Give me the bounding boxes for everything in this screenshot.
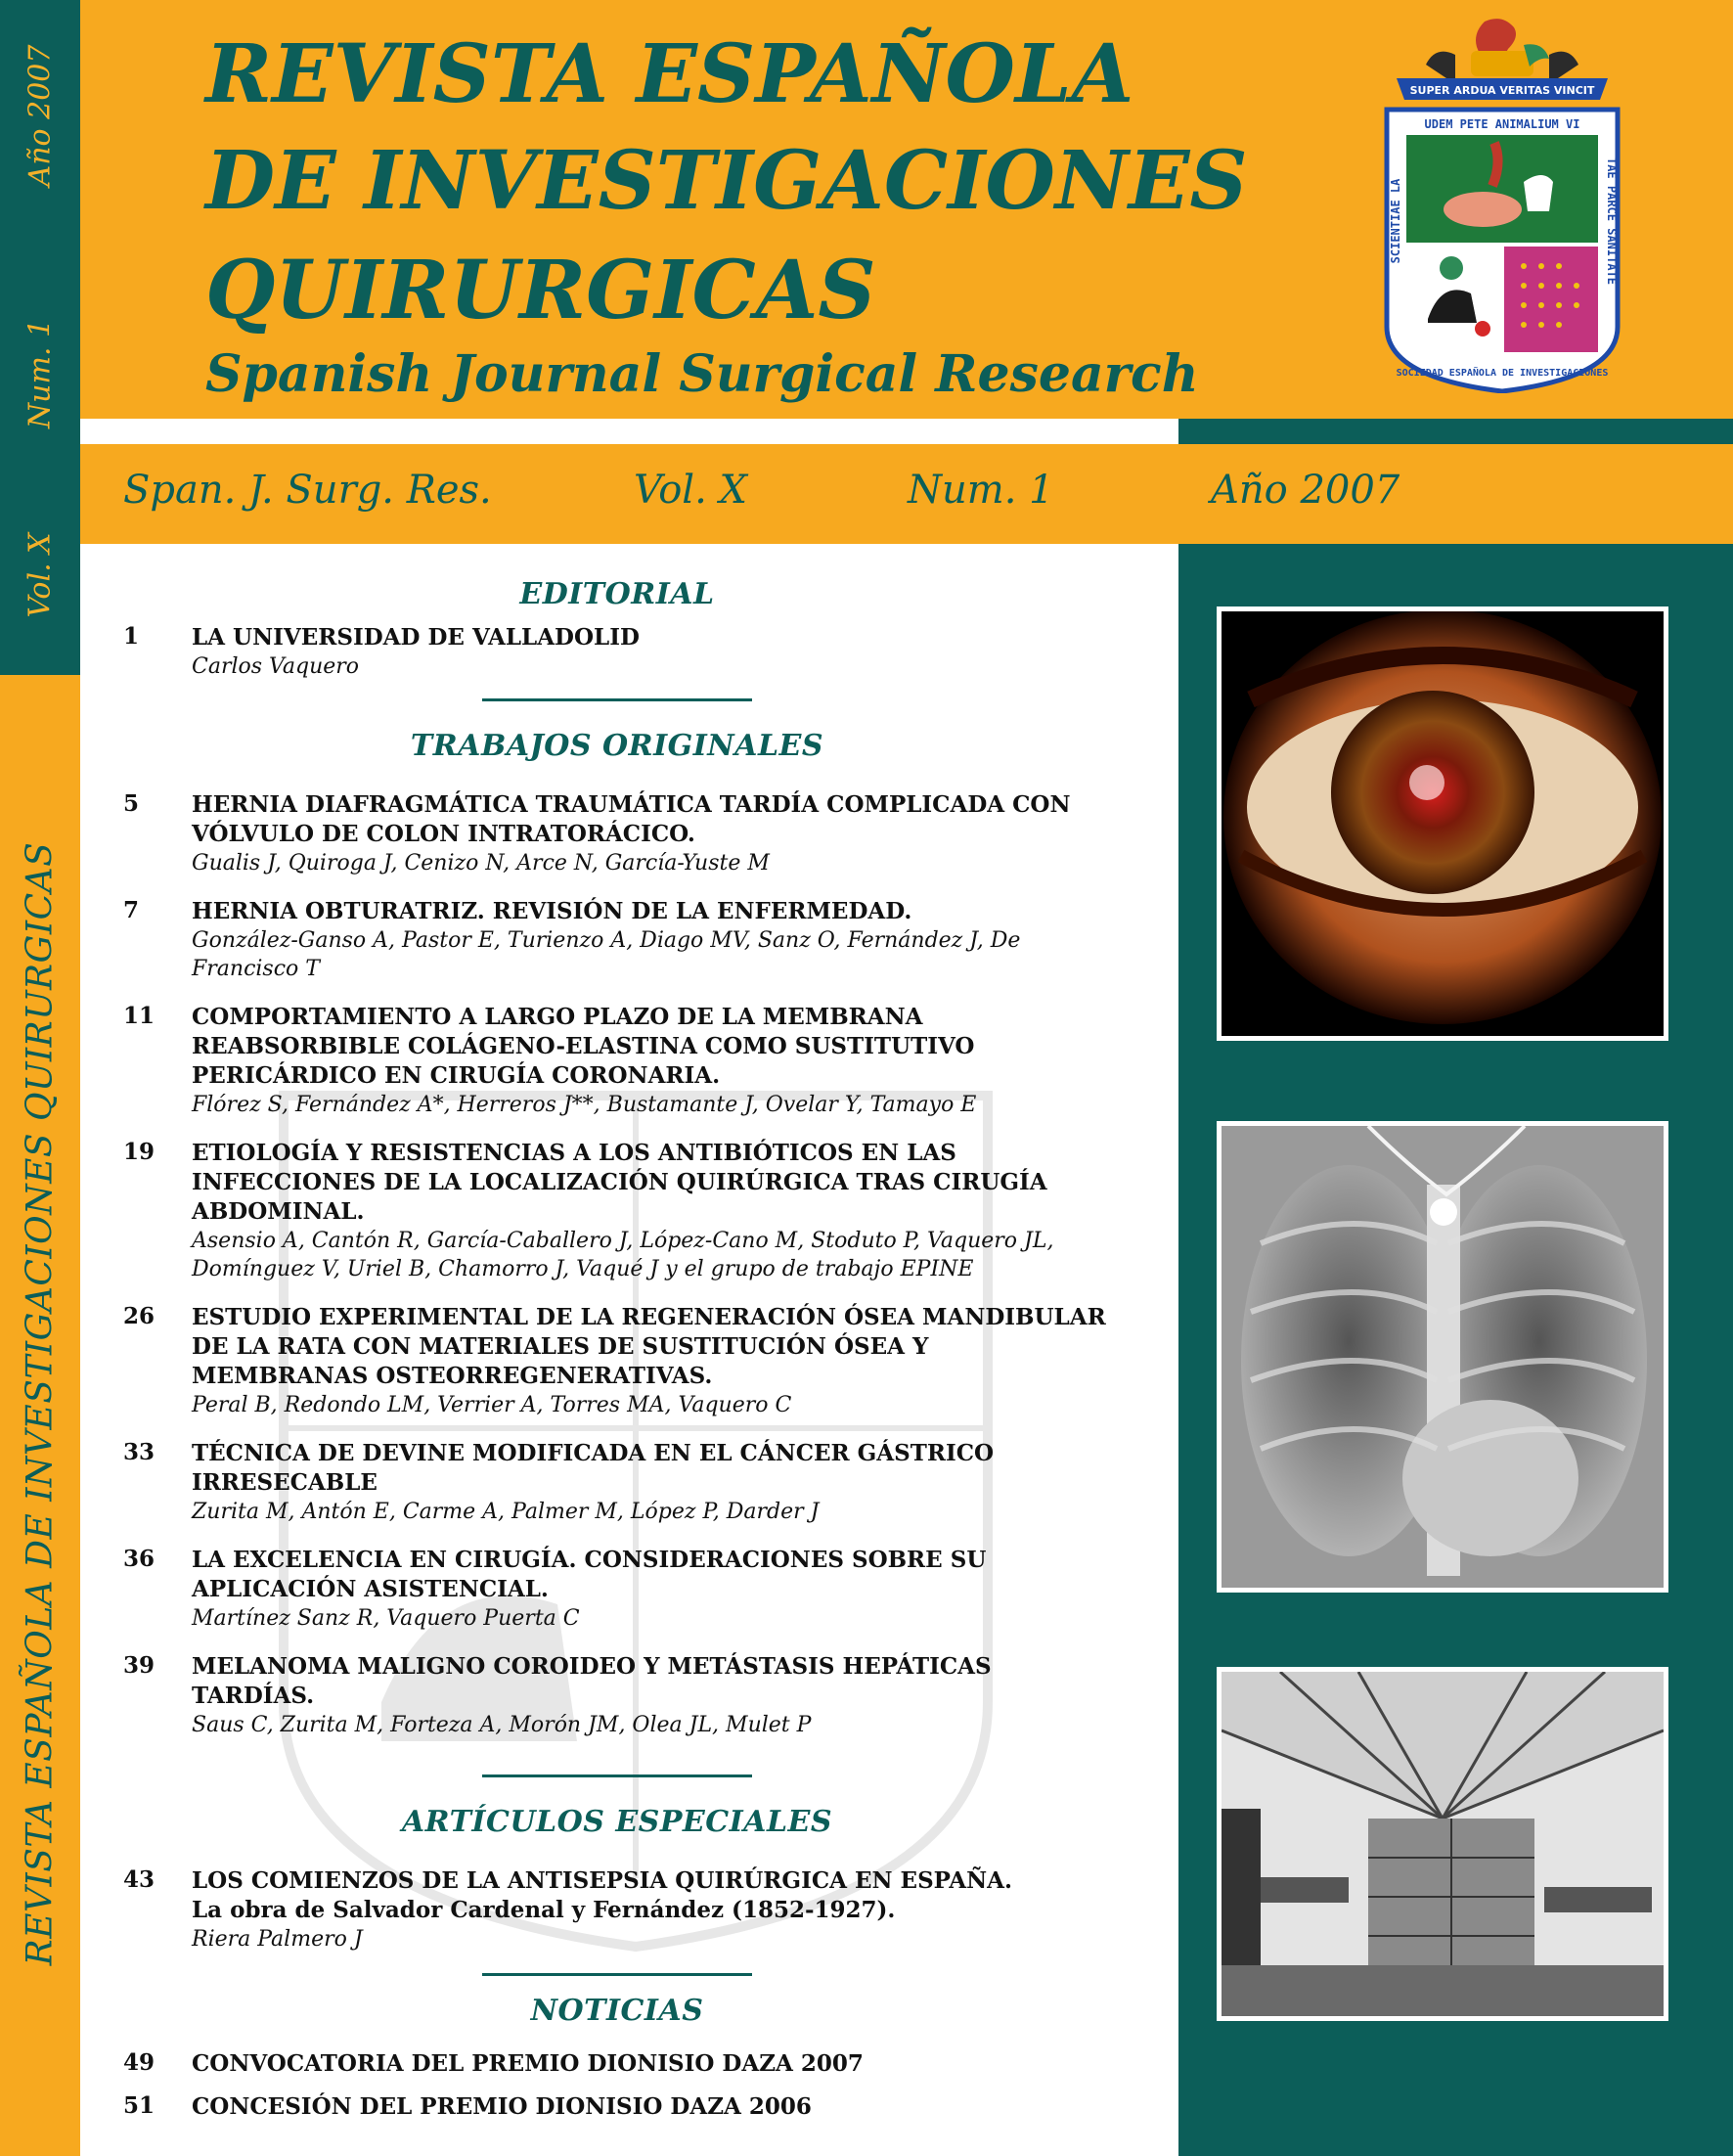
section-editorial: EDITORIAL [519, 577, 715, 611]
article-authors: Martínez Sanz R, Vaquero Puerta C [192, 1606, 580, 1631]
article-authors: Zurita M, Antón E, Carme A, Palmer M, López P, Darder J [192, 1500, 820, 1524]
issue-year: Año 2007 [1211, 468, 1400, 513]
article-authors: Flórez S, Fernández A*, Herreros J**, Bustamante J, Ovelar Y, Tamayo E [192, 1093, 977, 1117]
article-title: HERNIA OBTURATRIZ. REVISIÓN DE LA ENFERMEDAD. [192, 898, 912, 924]
article-title: COMPORTAMIENTO A LARGO PLAZO DE LA MEMBRANA REABSORBIBLE COLÁGENO-ELASTINA COMO SUSTITUTIVO PERICÁRDICO EN CIRUGÍA CORONARIA. [192, 1004, 975, 1089]
spine-volume: Vol. X [22, 532, 58, 618]
article-authors: Riera Palmero J [192, 1927, 363, 1952]
journal-abbreviation: Span. J. Surg. Res. [123, 468, 492, 513]
article-title: MELANOMA MALIGNO COROIDEO Y METÁSTASIS HEPÁTICAS TARDÍAS. [192, 1653, 992, 1709]
page-number: 11 [123, 1003, 156, 1029]
spine-number: Num. 1 [22, 318, 58, 429]
journal-subtitle: Spanish Journal Surgical Research [205, 344, 1199, 404]
svg-text:SCIENTIAE LA: SCIENTIAE LA [1389, 178, 1402, 264]
page-number: 19 [123, 1139, 156, 1165]
toc-entry[interactable] [123, 2092, 1111, 2122]
section-noticias: NOTICIAS [530, 1994, 704, 2028]
page-number: 26 [123, 1303, 156, 1329]
apple-icon [1475, 321, 1490, 337]
article-authors: Carlos Vaquero [192, 654, 360, 679]
toc-entry[interactable] [123, 2049, 1111, 2079]
page-number: 49 [123, 2049, 156, 2076]
toc-entry[interactable] [123, 1546, 1111, 1633]
toc-entry[interactable] [123, 623, 1111, 681]
toc-entry[interactable] [123, 1139, 1111, 1283]
eye-photo [1217, 606, 1668, 1041]
toc-entry[interactable] [123, 1003, 1111, 1119]
article-title: CONCESIÓN DEL PREMIO DIONISIO DAZA 2006 [192, 2093, 812, 2120]
svg-text:TAE PARCE SANITATE: TAE PARCE SANITATE [1605, 157, 1619, 286]
toc-entry[interactable] [123, 1439, 1111, 1526]
section-divider [482, 1973, 752, 1976]
spine-title: REVISTA ESPAÑOLA DE INVESTIGACIONES QUIRURGICAS [20, 841, 61, 1966]
society-crest [1377, 16, 1627, 393]
issue-number: Num. 1 [908, 468, 1054, 513]
article-title: ETIOLOGÍA Y RESISTENCIAS A LOS ANTIBIÓTICOS EN LAS INFECCIONES DE LA LOCALIZACIÓN QUIRÚRGICA TRAS CIRUGÍA ABDOMINAL. [192, 1140, 1047, 1225]
laboratory-photo [1217, 1667, 1668, 2021]
article-authors: Gualis J, Quiroga J, Cenizo N, Arce N, García-Yuste M [192, 851, 770, 876]
leaf-icon [1440, 256, 1463, 280]
article-authors: Peral B, Redondo LM, Verrier A, Torres MA, Vaquero C [192, 1393, 792, 1417]
article-title: CONVOCATORIA DEL PREMIO DIONISIO DAZA 2007 [192, 2050, 864, 2077]
toc-entry[interactable] [123, 1866, 1111, 1954]
page-number: 51 [123, 2092, 156, 2119]
journal-title-line-1: REVISTA ESPAÑOLA [205, 27, 1134, 121]
page-number: 36 [123, 1546, 156, 1572]
spine-year: Año 2007 [22, 44, 58, 187]
journal-title-line-3: QUIRURGICAS [205, 244, 876, 337]
article-authors: Saus C, Zurita M, Forteza A, Morón JM, Olea JL, Mulet P [192, 1713, 812, 1737]
dog-icon [1524, 175, 1553, 211]
page-number: 33 [123, 1439, 156, 1465]
journal-title-line-2: DE INVESTIGACIONES [205, 134, 1248, 228]
section-divider [482, 1774, 752, 1777]
toc-entry[interactable] [123, 790, 1111, 877]
article-authors: Asensio A, Cantón R, García-Caballero J, López-Cano M, Stoduto P, Vaquero JL, Domínguez V, Uriel B, Chamorro J, Vaqué J y el grupo de trabajo EPINE [192, 1229, 1054, 1281]
page-number: 1 [123, 623, 140, 650]
section-especiales: ARTÍCULOS ESPECIALES [401, 1805, 833, 1839]
svg-text:SOCIEDAD ESPAÑOLA DE INVESTIGA: SOCIEDAD ESPAÑOLA DE INVESTIGACIONES [1396, 368, 1609, 379]
hand-icon [1492, 143, 1498, 186]
article-title: LA UNIVERSIDAD DE VALLADOLID [192, 624, 640, 651]
article-title: ESTUDIO EXPERIMENTAL DE LA REGENERACIÓN ÓSEA MANDIBULAR DE LA RATA CON MATERIALES DE SUSTITUCIÓN ÓSEA Y MEMBRANAS OSTEORREGENERATIVAS. [192, 1304, 1106, 1389]
section-originales: TRABAJOS ORIGINALES [410, 729, 824, 763]
page-number: 43 [123, 1866, 156, 1893]
table-of-contents [123, 577, 1111, 2122]
pig-icon [1444, 192, 1522, 227]
article-title: LOS COMIENZOS DE LA ANTISEPSIA QUIRÚRGICA EN ESPAÑA. [192, 1867, 1013, 1894]
article-title: TÉCNICA DE DEVINE MODIFICADA EN EL CÁNCER GÁSTRICO IRRESECABLE [192, 1440, 995, 1496]
header-divider-white [80, 419, 1178, 444]
article-title: HERNIA DIAFRAGMÁTICA TRAUMÁTICA TARDÍA COMPLICADA CON VÓLVULO DE COLON INTRATORÁCICO. [192, 791, 1071, 847]
toc-entry[interactable] [123, 1652, 1111, 1739]
crest-hand-icon [1426, 19, 1578, 84]
toc-entry[interactable] [123, 1303, 1111, 1419]
svg-text:SUPER ARDUA VERITAS VINCIT: SUPER ARDUA VERITAS VINCIT [1409, 84, 1595, 97]
crest-banner [1397, 78, 1608, 100]
section-divider [482, 698, 752, 701]
svg-text:UDEM PETE ANIMALIUM VI: UDEM PETE ANIMALIUM VI [1424, 117, 1580, 131]
article-title: LA EXCELENCIA EN CIRUGÍA. CONSIDERACIONES SOBRE SU APLICACIÓN ASISTENCIAL. [192, 1547, 987, 1602]
toc-entry[interactable] [123, 897, 1111, 983]
xray-photo [1217, 1121, 1668, 1593]
article-authors: González-Ganso A, Pastor E, Turienzo A, Diago MV, Sanz O, Fernández J, De Francisco T [192, 928, 1021, 981]
article-subtitle: La obra de Salvador Cardenal y Fernández (1852-1927). [192, 1897, 896, 1923]
page-number: 7 [123, 897, 140, 923]
page-number: 5 [123, 790, 140, 817]
header-divider-teal [1178, 419, 1733, 444]
page-number: 39 [123, 1652, 156, 1679]
issue-volume: Vol. X [634, 468, 747, 513]
